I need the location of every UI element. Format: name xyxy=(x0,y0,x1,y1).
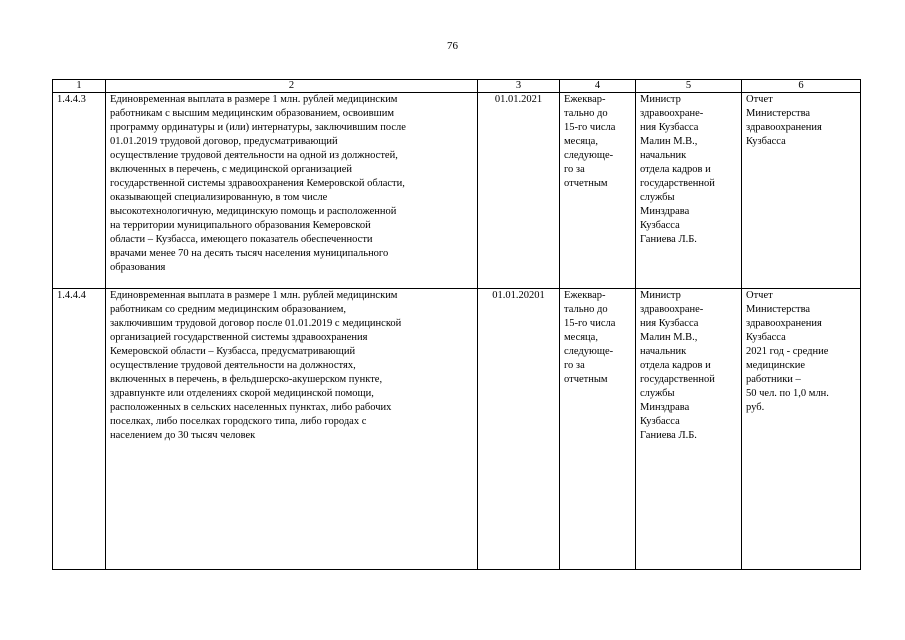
header-cell-5: 5 xyxy=(636,80,742,93)
responsible-line: государственной xyxy=(640,374,715,385)
responsible-line: начальник xyxy=(640,150,687,161)
report-line: здравоохранения xyxy=(746,318,822,329)
item-number: 1.4.4.3 xyxy=(53,93,106,289)
start-date: 01.01.20201 xyxy=(478,289,560,570)
responsible-line: Малин М.В., xyxy=(640,136,698,147)
description-line: области – Кузбасса, имеющего показатель обеспеченности xyxy=(110,234,373,245)
table-row xyxy=(53,289,861,570)
description-line: Единовременная выплата в размере 1 млн. рублей медицинским xyxy=(110,290,398,301)
header-row xyxy=(53,80,861,93)
description-line: государственной системы здравоохранения Кемеровской области, xyxy=(110,178,405,189)
report-line: Кузбасса xyxy=(746,332,786,343)
responsible-line: Министр xyxy=(640,94,681,105)
responsible-line: Министр xyxy=(640,290,681,301)
report-line: 2021 год - средние xyxy=(746,346,829,357)
responsible-line: службы xyxy=(640,388,675,399)
plan-table xyxy=(52,79,861,570)
responsible-line: Малин М.В., xyxy=(640,332,698,343)
responsible-line: Ганиева Л.Б. xyxy=(640,430,697,441)
description-line: осуществление трудовой деятельности на одной из должностей, xyxy=(110,150,398,161)
header-cell-1: 1 xyxy=(53,80,106,93)
frequency-line: 15-го числа xyxy=(564,318,616,329)
description-line: заключившим трудовой договор после 01.01.2019 с медицинской xyxy=(110,318,402,329)
description-line: работникам со средним медицинским образованием, xyxy=(110,304,347,315)
frequency-line: следующе- xyxy=(564,150,614,161)
report-line: 50 чел. по 1,0 млн. xyxy=(746,388,829,399)
item-description xyxy=(106,289,478,570)
description-line: образования xyxy=(110,262,166,273)
description-line: организацией государственной системы здравоохранения xyxy=(110,332,368,343)
responsible xyxy=(636,289,742,570)
frequency-line: Ежеквар- xyxy=(564,290,606,301)
description-line: расположенных в сельских населенных пунктах, либо рабочих xyxy=(110,402,392,413)
report xyxy=(742,289,861,570)
description-line: врачами менее 70 на десять тысяч населения муниципального xyxy=(110,248,389,259)
description-line: программу ординатуры и (или) интернатуры, заключившим после xyxy=(110,122,406,133)
responsible xyxy=(636,93,742,289)
page-number: 76 xyxy=(447,40,458,52)
table-row xyxy=(53,93,861,289)
description-line: включенных в перечень, в фельдшерско-акушерском пункте, xyxy=(110,374,383,385)
description-line: на территории муниципального образования Кемеровской xyxy=(110,220,371,231)
item-number: 1.4.4.4 xyxy=(53,289,106,570)
description-line: оказывающей специализированную, в том числе xyxy=(110,192,328,203)
report-line: руб. xyxy=(746,402,765,413)
report-line: Отчет xyxy=(746,290,773,301)
responsible-line: службы xyxy=(640,192,675,203)
responsible-line: Кузбасса xyxy=(640,220,680,231)
frequency-line: го за xyxy=(564,164,585,175)
frequency-line: 15-го числа xyxy=(564,122,616,133)
description-line: Единовременная выплата в размере 1 млн. рублей медицинским xyxy=(110,94,398,105)
frequency-line: тально до xyxy=(564,304,608,315)
report-line: медицинские xyxy=(746,360,806,371)
description-line: осуществление трудовой деятельности на должностях, xyxy=(110,360,356,371)
report-line: работники – xyxy=(746,374,801,385)
description-line: населением до 30 тысяч человек xyxy=(110,430,256,441)
report-line: Кузбасса xyxy=(746,136,786,147)
frequency-line: Ежеквар- xyxy=(564,94,606,105)
responsible-line: здравоохране- xyxy=(640,108,704,119)
frequency-line: месяца, xyxy=(564,136,598,147)
description-line: 01.01.2019 трудовой договор, предусматривающий xyxy=(110,136,338,147)
description-line: включенных в перечень, с медицинской организацией xyxy=(110,164,352,175)
report xyxy=(742,93,861,289)
responsible-line: отдела кадров и xyxy=(640,164,711,175)
responsible-line: начальник xyxy=(640,346,687,357)
header-cell-4: 4 xyxy=(560,80,636,93)
header-cell-3: 3 xyxy=(478,80,560,93)
report-line: Отчет xyxy=(746,94,773,105)
description-line: высокотехнологичную, медицинскую помощь и расположенной xyxy=(110,206,397,217)
frequency-line: следующе- xyxy=(564,346,614,357)
responsible-line: Кузбасса xyxy=(640,416,680,427)
description-line: работникам с высшим медицинским образованием, освоившим xyxy=(110,108,394,119)
header-cell-6: 6 xyxy=(742,80,861,93)
frequency xyxy=(560,93,636,289)
description-line: здравпункте или отделениях скорой медицинской помощи, xyxy=(110,388,374,399)
description-line: поселках, либо поселках городского типа, либо городах с xyxy=(110,416,367,427)
frequency-line: отчетным xyxy=(564,374,608,385)
responsible-line: ния Кузбасса xyxy=(640,122,699,133)
responsible-line: отдела кадров и xyxy=(640,360,711,371)
responsible-line: ния Кузбасса xyxy=(640,318,699,329)
frequency-line: месяца, xyxy=(564,332,598,343)
frequency-line: го за xyxy=(564,360,585,371)
description-line: Кемеровской области – Кузбасса, предусматривающий xyxy=(110,346,356,357)
frequency-line: тально до xyxy=(564,108,608,119)
report-line: здравоохранения xyxy=(746,122,822,133)
responsible-line: государственной xyxy=(640,178,715,189)
report-line: Министерства xyxy=(746,108,811,119)
responsible-line: Ганиева Л.Б. xyxy=(640,234,697,245)
start-date: 01.01.2021 xyxy=(478,93,560,289)
item-description xyxy=(106,93,478,289)
report-line: Министерства xyxy=(746,304,811,315)
frequency-line: отчетным xyxy=(564,178,608,189)
responsible-line: Минздрава xyxy=(640,402,690,413)
responsible-line: Минздрава xyxy=(640,206,690,217)
frequency xyxy=(560,289,636,570)
responsible-line: здравоохране- xyxy=(640,304,704,315)
header-cell-2: 2 xyxy=(106,80,478,93)
